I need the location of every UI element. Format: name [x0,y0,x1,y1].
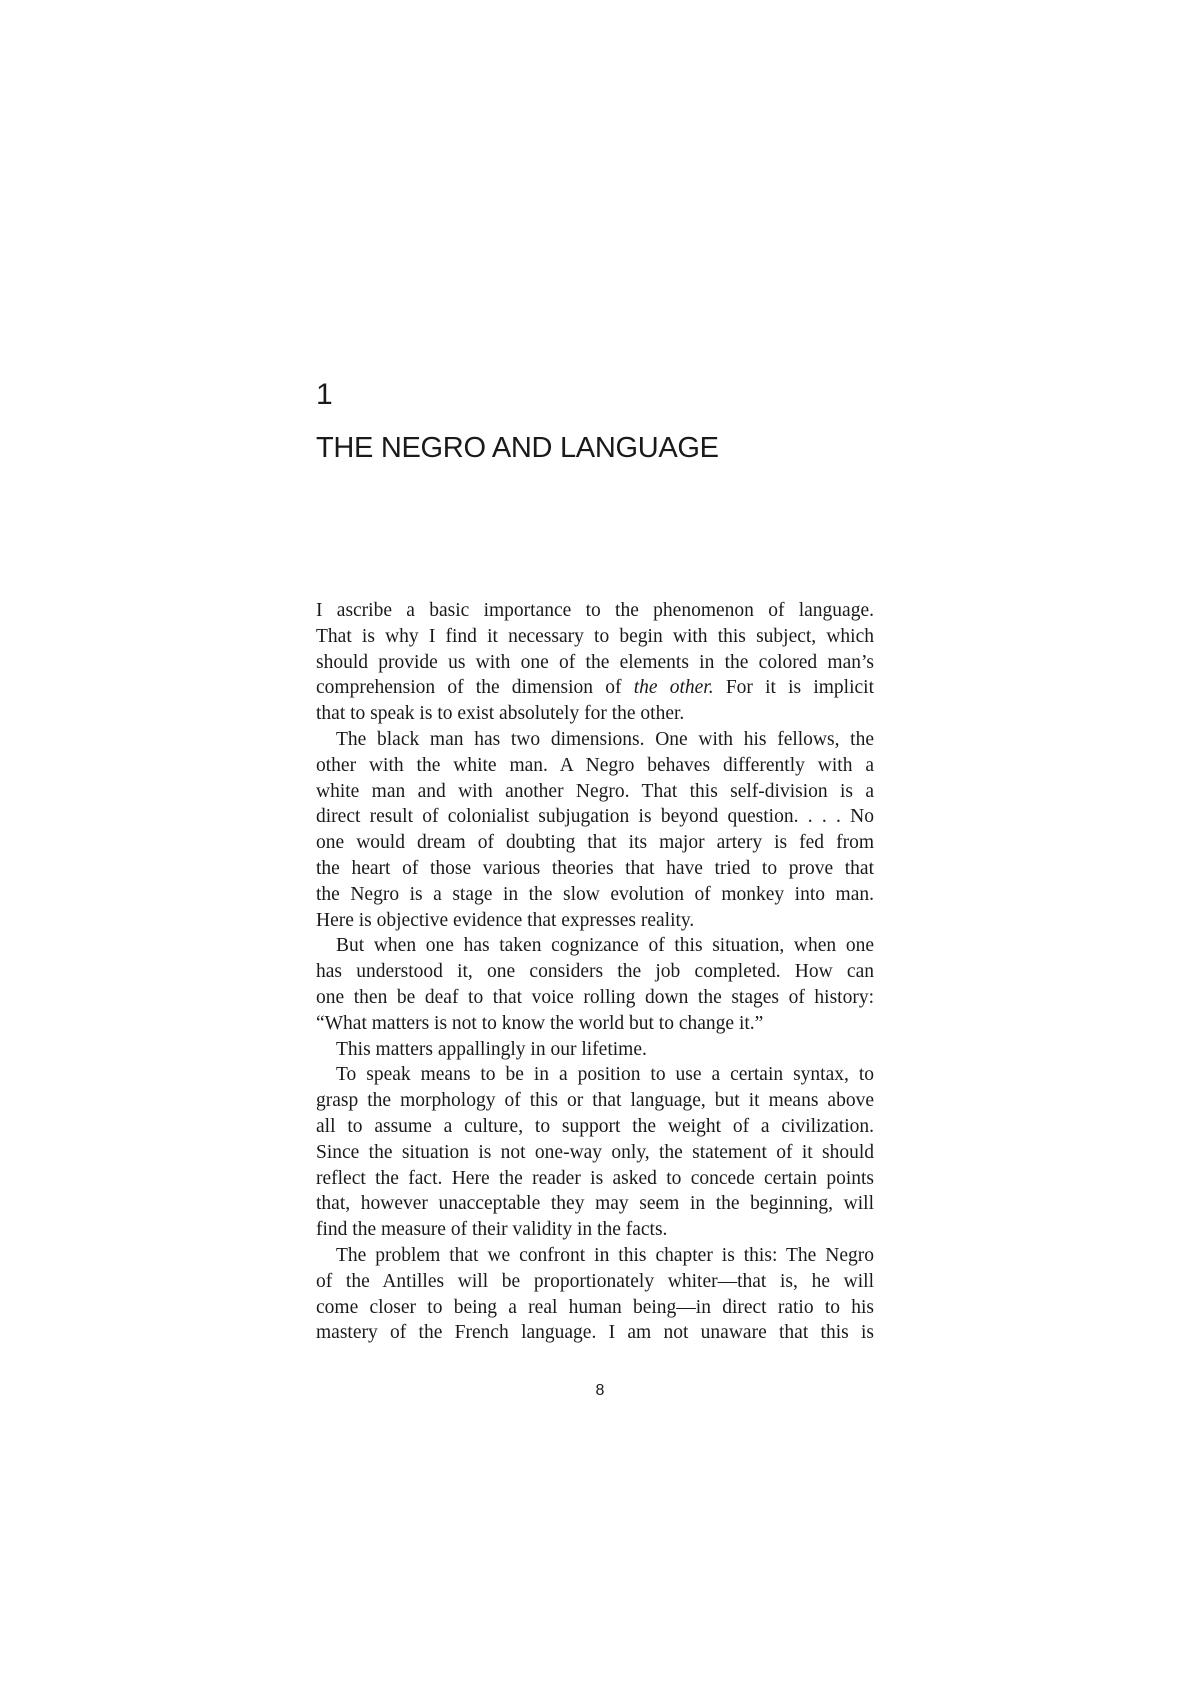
text-line: But when one has taken cognizance of this situation, when one [336,935,874,957]
text-line: one would dream of doubting that its major artery is fed from [316,832,874,854]
text-line [316,675,874,701]
italic-term: the other. [633,677,714,699]
text-line: should provide us with one of the elements in the colored man’s [316,651,874,673]
text-line: the heart of those various theories that have tried to prove that [316,857,874,879]
text-fragment: For it is implicit [725,677,875,699]
text-line: has understood it, one considers the job completed. How can [316,961,874,983]
text-line: I ascribe a basic importance to the phenomenon of language. [316,600,874,621]
chapter-number: 1 [316,378,334,411]
text-line: all to assume a culture, to support the weight of a civilization. [316,1115,874,1137]
text-line: that to speak is to exist absolutely for the other. [316,703,685,725]
text-line: Since the situation is not one-way only, the statement of it should [316,1141,874,1163]
text-line: This matters appallingly in our lifetime. [336,1038,647,1060]
text-line: reflect the fact. Here the reader is asked to concede certain points [316,1167,874,1189]
text-line: the Negro is a stage in the slow evolution of monkey into man. [316,883,874,905]
text-line: other with the white man. A Negro behaves differently with a [316,754,874,776]
text-line: direct result of colonialist subjugation is beyond question. . . . No [316,806,874,828]
text-line: mastery of the French language. I am not unaware that this is [316,1322,874,1344]
text-line: That is why I find it necessary to begin with this subject, which [316,625,874,647]
text-line: “What matters is not to know the world but to change it.” [316,1012,764,1034]
text-line: To speak means to be in a position to use a certain syntax, to [336,1064,874,1086]
text-line: find the measure of their validity in the facts. [316,1219,668,1241]
text-line: The problem that we confront in this chapter is this: The Negro [336,1244,874,1266]
body-text [316,598,874,1346]
page-number: 8 [595,1382,605,1399]
text-line: The black man has two dimensions. One with his fellows, the [336,728,874,750]
text-fragment: comprehension of the dimension of [316,677,622,699]
text-line: one then be deaf to that voice rolling down the stages of history: [316,986,874,1008]
chapter-title: THE NEGRO AND LANGUAGE [316,432,719,464]
text-line: come closer to being a real human being—in direct ratio to his [316,1296,874,1318]
text-line: white man and with another Negro. That this self-division is a [316,780,874,802]
text-line: that, however unacceptable they may seem in the beginning, will [316,1193,874,1215]
text-line: of the Antilles will be proportionately whiter—that is, he will [316,1270,874,1292]
text-line: Here is objective evidence that expresses reality. [316,909,695,931]
text-line: grasp the morphology of this or that language, but it means above [316,1090,874,1112]
